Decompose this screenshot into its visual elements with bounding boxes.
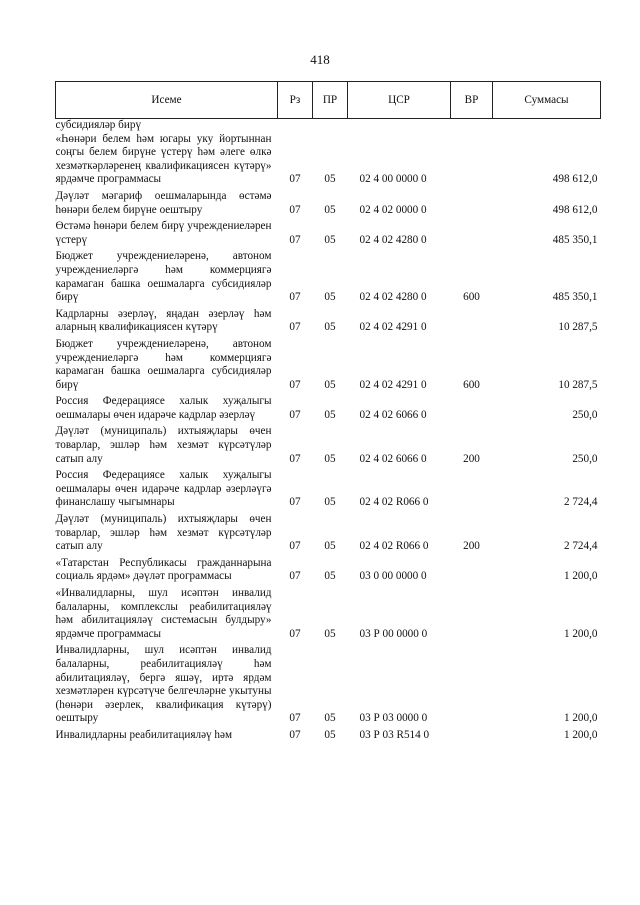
cell-csr: 02 4 02 0000 0 (359, 203, 427, 216)
table-row (56, 190, 601, 220)
table-row (56, 425, 601, 469)
cell-vr (451, 729, 493, 746)
cell-name: Кадрларны әзерләү, яңадан әзерләү һәм аларның квалификациясен күтәрү (55, 307, 272, 334)
table-row (56, 133, 601, 190)
cell-rz: 07 (289, 452, 301, 465)
cell-name: «Татарстан Республикасы гражданнарына социаль ярдәм» дәүләт программасы (55, 556, 272, 583)
cell-pr: 05 (324, 728, 336, 741)
cell-csr: 03 Р 00 0000 0 (359, 627, 428, 640)
cell-sum: 2 724,4 (563, 540, 598, 553)
cell-pr: 05 (324, 321, 336, 334)
cell-sum: 1 200,0 (563, 570, 598, 583)
header-pr: ПР (313, 82, 348, 119)
cell-csr: 02 4 00 0000 0 (359, 173, 427, 186)
cell-csr: 02 4 02 4280 0 (359, 291, 427, 304)
header-name: Исеме (56, 82, 278, 119)
cell-sum: 2 724,4 (563, 496, 598, 509)
cell-pr: 05 (324, 291, 336, 304)
cell-rz: 07 (289, 728, 301, 741)
cell-pr: 05 (324, 378, 336, 391)
cell-sum: 498 612,0 (552, 173, 598, 186)
cell-sum: 498 612,0 (552, 203, 598, 216)
cell-pr: 05 (324, 452, 336, 465)
cell-name: Өстәмә һөнәри белем бирү учреждениеләрен үстерү (55, 220, 272, 246)
cell-sum: 250,0 (572, 408, 598, 421)
cell-pr: 05 (324, 540, 336, 553)
cell-sum (493, 119, 601, 133)
cell-csr: 02 4 02 4291 0 (359, 321, 427, 334)
cell-vr: 600 (463, 291, 480, 304)
cell-vr (451, 469, 493, 513)
cell-vr (451, 587, 493, 644)
cell-pr: 05 (324, 173, 336, 186)
cell-pr: 05 (324, 408, 336, 421)
cell-name: «Инвалидларны, шул исәптән инвалид балаларны, комплекслы реабилитацияләү һәм абилитацияләү системасын булдыру» ярдәмче программасы (55, 587, 272, 640)
cell-rz: 07 (289, 496, 301, 509)
budget-table (55, 81, 601, 746)
table-row (56, 338, 601, 395)
cell-name: Дәүләт (муниципаль) ихтыяҗлары өчен товарлар, эшләр һәм хезмәт күрсәтүләр сатып алу (55, 513, 272, 553)
cell-csr: 02 4 02 R066 0 (359, 496, 429, 509)
cell-vr (451, 557, 493, 587)
cell-pr: 05 (324, 570, 336, 583)
cell-vr (451, 133, 493, 190)
cell-sum: 485 350,1 (552, 291, 598, 304)
table-row (56, 220, 601, 250)
table-row (56, 250, 601, 307)
cell-pr: 05 (324, 627, 336, 640)
cell-pr: 05 (324, 233, 336, 246)
cell-vr (451, 395, 493, 425)
cell-vr (451, 308, 493, 338)
cell-sum: 250,0 (572, 452, 598, 465)
cell-sum: 485 350,1 (552, 233, 598, 246)
cell-name: Россия Федерациясе халык хуҗалыгы оешмалары өчен идарәче кадрлар әзерләү (55, 395, 272, 421)
cell-sum: 10 287,5 (558, 378, 598, 391)
cell-rz: 07 (289, 173, 301, 186)
cell-pr: 05 (324, 203, 336, 216)
cell-name: Россия Федерациясе халык хуҗалыгы оешмалары өчен идарәче кадрлар әзерләүгә финанслашу чыгымнары (55, 469, 272, 509)
cell-sum: 1 200,0 (563, 728, 598, 741)
table-body (56, 119, 601, 746)
cell-pr (313, 119, 348, 133)
cell-rz: 07 (289, 321, 301, 334)
table-row (56, 513, 601, 557)
cell-name: Инвалидларны реабилитацияләү һәм (55, 728, 233, 741)
header-sum: Суммасы (493, 82, 601, 119)
table-row (56, 557, 601, 587)
cell-csr: 02 4 02 4291 0 (359, 378, 427, 391)
cell-vr: 200 (463, 540, 480, 553)
cell-csr: 02 4 02 6066 0 (359, 452, 427, 465)
page-number: 418 (310, 52, 330, 67)
cell-name: «Һөнәри белем һәм югары уку йортыннан соңгы белем бирүне үстерү һәм әлеге өлкә хезмәткәрләренең квалификациясен күтәрү» ярдәмче программасы (55, 132, 272, 186)
cell-name: Бюджет учреждениеләренә, автоном учреждениеләргә һәм коммерциягә карамаган башка оешмаларга субсидияләр бирү (55, 250, 272, 304)
table-row (56, 119, 601, 133)
cell-vr (451, 644, 493, 729)
cell-sum: 1 200,0 (563, 712, 598, 725)
cell-sum: 1 200,0 (563, 627, 598, 640)
cell-rz (278, 119, 313, 133)
cell-vr: 600 (463, 378, 480, 391)
table-row (56, 469, 601, 513)
cell-rz: 07 (289, 712, 301, 725)
cell-rz: 07 (289, 203, 301, 216)
cell-name: Бюджет учреждениеләренә, автоном учреждениеләргә һәм коммерциягә карамаган башка оешмаларга субсидияләр бирү (55, 337, 272, 391)
cell-name: Инвалидларны, шул исәптән инвалид балаларны, реабилитацияләү һәм абилитацияләү, бергә яшәү, иртә ярдәм хезмәтләрен күрсәтүче белгечләрне укытуны (һөнәри әзерлек, квалификация күтәрү) оештыру (55, 644, 272, 725)
cell-rz: 07 (289, 627, 301, 640)
cell-rz: 07 (289, 570, 301, 583)
cell-rz: 07 (289, 408, 301, 421)
cell-vr: 200 (463, 452, 480, 465)
cell-vr (451, 190, 493, 220)
cell-csr: 02 4 02 6066 0 (359, 408, 427, 421)
cell-pr: 05 (324, 496, 336, 509)
header-vr: ВР (451, 82, 493, 119)
cell-rz: 07 (289, 291, 301, 304)
cell-name: Дәүләт (муниципаль) ихтыяҗлары өчен товарлар, эшләр һәм хезмәт күрсәтүләр сатып алу (55, 425, 272, 465)
cell-csr: 02 4 02 R066 0 (359, 540, 429, 553)
table-row (56, 308, 601, 338)
cell-vr (451, 220, 493, 250)
cell-csr: 02 4 02 4280 0 (359, 233, 427, 246)
cell-rz: 07 (289, 233, 301, 246)
cell-csr: 03 Р 03 0000 0 (359, 712, 428, 725)
cell-pr: 05 (324, 712, 336, 725)
table-row (56, 395, 601, 425)
table-header-row (56, 82, 601, 119)
cell-rz: 07 (289, 540, 301, 553)
cell-csr (348, 119, 451, 133)
header-rz: Рз (278, 82, 313, 119)
cell-rz: 07 (289, 378, 301, 391)
cell-sum: 10 287,5 (558, 321, 598, 334)
table-row (56, 587, 601, 644)
table-row (56, 644, 601, 729)
cell-name: субсидияләр бирү (55, 119, 142, 131)
header-csr: ЦСР (348, 82, 451, 119)
cell-csr: 03 0 00 0000 0 (359, 570, 427, 583)
table-row (56, 729, 601, 746)
cell-vr (451, 119, 493, 133)
cell-csr: 03 Р 03 R514 0 (359, 728, 430, 741)
cell-name: Дәүләт мәгариф оешмаларында өстәмә һөнәри белем бирүне оештыру (55, 189, 272, 216)
